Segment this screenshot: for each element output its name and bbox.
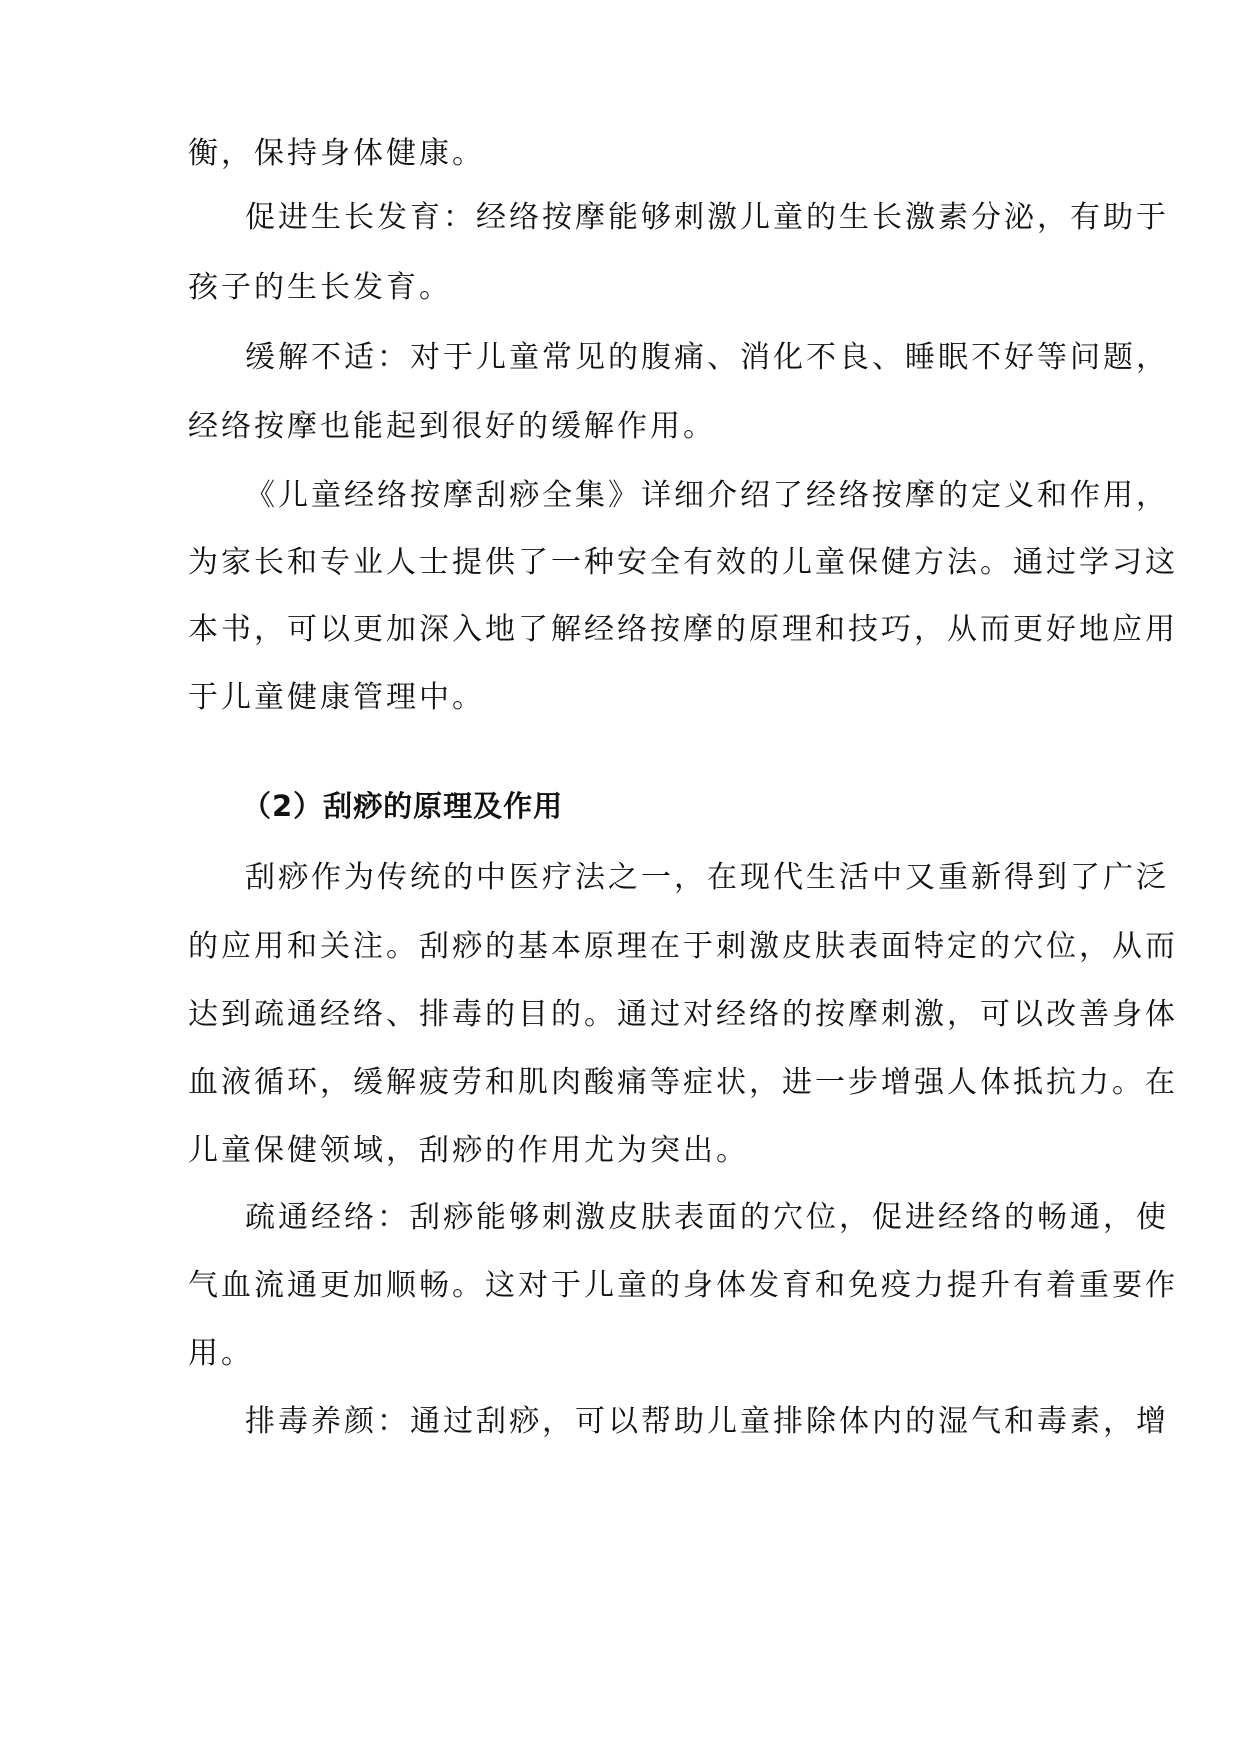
paragraph-line: 达到疏通经络、排毒的目的。通过对经络的按摩刺激，可以改善身体: [188, 997, 1178, 1032]
paragraph-line: 刮痧作为传统的中医疗法之一，在现代生活中又重新得到了广泛: [245, 860, 1169, 895]
paragraph-line: 用。: [188, 1336, 254, 1371]
paragraph-line: 的应用和关注。刮痧的基本原理在于刺激皮肤表面特定的穴位，从而: [188, 929, 1178, 964]
paragraph-line: 衡，保持身体健康。: [188, 136, 485, 171]
paragraph-line: 疏通经络：刮痧能够刺激皮肤表面的穴位，促进经络的畅通，使: [245, 1200, 1169, 1235]
paragraph-line: 经络按摩也能起到很好的缓解作用。: [188, 409, 716, 444]
paragraph-line: 为家长和专业人士提供了一种安全有效的儿童保健方法。通过学习这: [188, 545, 1178, 580]
paragraph-line: 缓解不适：对于儿童常见的腹痛、消化不良、睡眠不好等问题，: [245, 340, 1169, 375]
paragraph-line: 儿童保健领域，刮痧的作用尤为突出。: [188, 1133, 749, 1168]
paragraph-line: 于儿童健康管理中。: [188, 680, 485, 715]
paragraph-line: 血液循环，缓解疲劳和肌肉酸痛等症状，进一步增强人体抵抗力。在: [188, 1065, 1178, 1100]
paragraph-line: 《儿童经络按摩刮痧全集》详细介绍了经络按摩的定义和作用，: [245, 478, 1169, 513]
paragraph-line: 排毒养颜：通过刮痧，可以帮助儿童排除体内的湿气和毒素，增: [245, 1404, 1169, 1439]
paragraph-line: 本书，可以更加深入地了解经络按摩的原理和技巧，从而更好地应用: [188, 612, 1178, 647]
paragraph-line: 气血流通更加顺畅。这对于儿童的身体发育和免疫力提升有着重要作: [188, 1268, 1178, 1303]
paragraph-line: 孩子的生长发育。: [188, 270, 452, 305]
section-heading: （2）刮痧的原理及作用: [242, 789, 564, 823]
paragraph-line: 促进生长发育：经络按摩能够刺激儿童的生长激素分泌，有助于: [245, 200, 1169, 235]
